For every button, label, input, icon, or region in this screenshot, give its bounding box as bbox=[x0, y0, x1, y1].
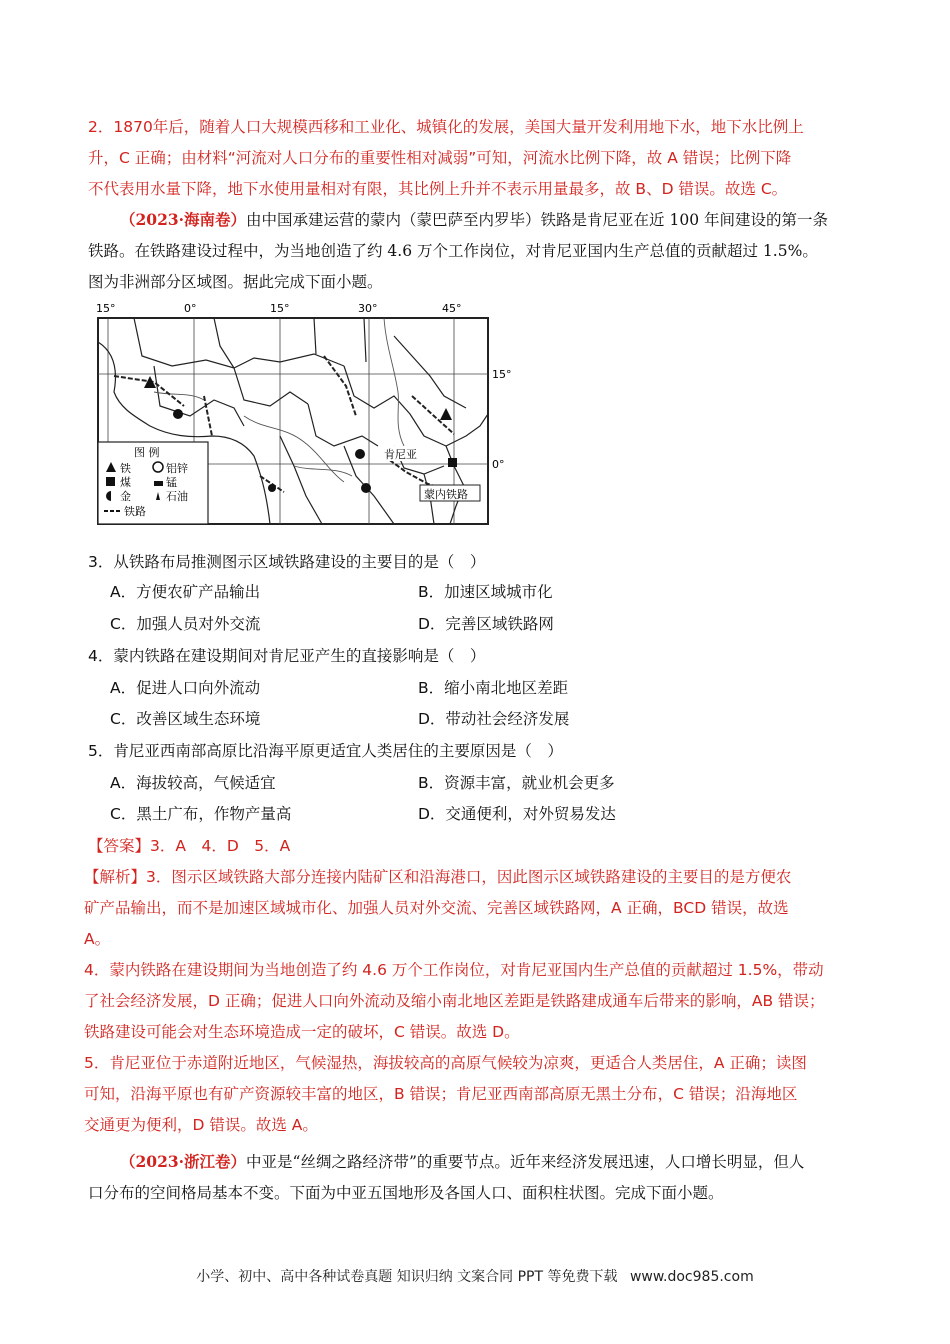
analysis-q2-line1: 2．1870年后，随着人口大规模西移和工业化、城镇化的发展，美国大量开发利用地下水，地下水比例上 bbox=[88, 118, 804, 136]
intro-hainan-line3: 图为非洲部分区域图。据此完成下面小题。 bbox=[88, 273, 383, 291]
analysis-block bbox=[84, 862, 856, 1141]
legend-aluminum-zinc: 铝锌 bbox=[166, 462, 188, 475]
q5-option-c: C．黑土广布，作物产量高 bbox=[110, 805, 292, 823]
analysis-q4-line3: 铁路建设可能会对生态环境造成一定的破坏，C 错误。故选 D。 bbox=[84, 1023, 520, 1041]
answer-block bbox=[88, 834, 290, 858]
intro-hainan-line1: 由中国承建运营的蒙内（蒙巴萨至内罗毕）铁路是肯尼亚在近 100 年间建设的第一条 bbox=[246, 211, 828, 229]
q3-option-b: B．加速区域城市化 bbox=[418, 583, 553, 601]
q5-option-b: B．资源丰富，就业机会更多 bbox=[418, 774, 615, 792]
analysis-q3-line3: A。 bbox=[84, 930, 111, 948]
analysis-q3-line1: 3．图示区域铁路大部分连接内陆矿区和沿海港口，因此图示区域铁路建设的主要目的是方便农 bbox=[146, 868, 792, 886]
legend-manganese: 锰 bbox=[166, 476, 177, 489]
answer-text: 3．A 4．D 5．A bbox=[150, 837, 291, 855]
gold-symbol bbox=[355, 449, 365, 459]
africa-map bbox=[94, 296, 514, 528]
lat-label-0: 0° bbox=[492, 458, 505, 471]
q3-option-a: A．方便农矿产品输出 bbox=[110, 583, 261, 601]
q3-option-c: C．加强人员对外交流 bbox=[110, 615, 261, 633]
analysis-q5-line2: 可知，沿海平原也有矿产资源较丰富的地区，B 错误；肯尼亚西南部高原无黑土分布，C 错误；沿海地区 bbox=[84, 1085, 798, 1103]
legend-gold: 金 bbox=[120, 490, 131, 503]
place-mombasa-nairobi-railway: 蒙内铁路 bbox=[424, 488, 468, 501]
intro-zhejiang-line2: 口分布的空间格局基本不变。下面为中亚五国地形及各国人口、面积柱状图。完成下面小题。 bbox=[88, 1184, 724, 1202]
q4-option-c: C．改善区域生态环境 bbox=[110, 710, 261, 728]
question-3-stem: 3．从铁路布局推测图示区域铁路建设的主要目的是（ ） bbox=[88, 553, 486, 571]
legend-manganese-icon bbox=[154, 481, 163, 486]
legend-title: 图 例 bbox=[134, 446, 160, 459]
legend-iron: 铁 bbox=[120, 462, 131, 475]
analysis-q5-line3: 交通更为便利，D 错误。故选 A。 bbox=[84, 1116, 318, 1134]
intro-zhejiang-line1: 中亚是“丝绸之路经济带”的重要节点。近年来经济发展迅速，人口增长明显，但人 bbox=[246, 1153, 805, 1171]
analysis-q2-line2: 升，C 正确；由材料“河流对人口分布的重要性相对减弱”可知，河流水比例下降，故 A 错误；比例下降 bbox=[88, 149, 792, 167]
analysis-q2 bbox=[88, 112, 860, 205]
place-kenya: 肯尼亚 bbox=[384, 448, 417, 461]
source-zhejiang: （2023·浙江卷） bbox=[120, 1152, 247, 1171]
oil-symbol bbox=[268, 484, 276, 492]
lon-label-45e: 45° bbox=[442, 302, 462, 315]
legend-coal: 煤 bbox=[120, 476, 131, 489]
footer-site-link[interactable]: www.doc985.com bbox=[629, 1269, 754, 1285]
answer-label: 【答案】 bbox=[88, 837, 151, 855]
intro-hainan-line2: 铁路。在铁路建设过程中，为当地创造了约 4.6 万个工作岗位，对肯尼亚国内生产总值的贡献超过 1.5%。 bbox=[88, 242, 818, 260]
q5-option-a: A．海拔较高，气候适宜 bbox=[110, 774, 276, 792]
legend-railway: 铁路 bbox=[124, 505, 146, 518]
legend-coal-icon bbox=[106, 477, 115, 486]
lat-label-15n: 15° bbox=[492, 368, 512, 381]
q4-option-a: A．促进人口向外流动 bbox=[110, 679, 261, 697]
q5-option-d: D．交通便利，对外贸易发达 bbox=[418, 805, 616, 823]
q4-option-b: B．缩小南北地区差距 bbox=[418, 679, 569, 697]
source-hainan: （2023·海南卷） bbox=[120, 210, 247, 229]
coal-symbol bbox=[448, 458, 457, 467]
aluminum-zinc-symbol bbox=[173, 409, 183, 419]
analysis-q4-line1: 4．蒙内铁路在建设期间为当地创造了约 4.6 万个工作岗位，对肯尼亚国内生产总值的贡献超过 1.5%，带动 bbox=[84, 961, 824, 979]
analysis-label: 【解析】 bbox=[84, 868, 147, 886]
lon-label-30e: 30° bbox=[358, 302, 378, 315]
analysis-q5-line1: 5．肯尼亚位于赤道附近地区，气候湿热，海拔较高的高原气候较为凉爽，更适合人类居住，A 正确；读图 bbox=[84, 1054, 807, 1072]
analysis-q3-line2: 矿产品输出，而不是加速区域城市化、加强人员对外交流、完善区域铁路网，A 正确，BCD 错误，故选 bbox=[84, 899, 789, 917]
analysis-q2-line3: 不代表用水量下降，地下水使用量相对有限，其比例上升并不表示用量最多，故 B、D 错误。故选 C。 bbox=[88, 180, 788, 198]
q4-option-d: D．带动社会经济发展 bbox=[418, 710, 570, 728]
intro-zhejiang bbox=[88, 1146, 860, 1209]
analysis-q4-line2: 了社会经济发展，D 正确；促进人口向外流动及缩小南北地区差距是铁路建成通车后带来的影响，AB 错误； bbox=[84, 992, 825, 1010]
q3-option-d: D．完善区域铁路网 bbox=[418, 615, 554, 633]
question-5-stem: 5．肯尼亚西南部高原比沿海平原更适宜人类居住的主要原因是（ ） bbox=[88, 742, 563, 760]
question-4-stem: 4．蒙内铁路在建设期间对肯尼亚产生的直接影响是（ ） bbox=[88, 647, 486, 665]
intro-hainan bbox=[88, 204, 860, 298]
legend-oil: 石油 bbox=[166, 490, 188, 503]
gold-symbol bbox=[361, 483, 371, 493]
lon-label-15e: 15° bbox=[270, 302, 290, 315]
lon-label-0: 0° bbox=[184, 302, 197, 315]
footer-text: 小学、初中、高中各种试卷真题 知识归纳 文案合同 PPT 等免费下载 bbox=[196, 1269, 618, 1285]
map-legend bbox=[98, 442, 208, 524]
lon-label-15w: 15° bbox=[96, 302, 116, 315]
page-footer bbox=[0, 1266, 950, 1286]
